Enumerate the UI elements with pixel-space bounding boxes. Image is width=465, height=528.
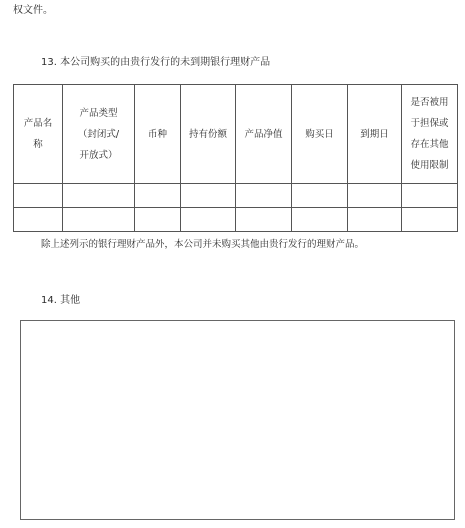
table-cell — [348, 208, 402, 232]
header-cell: 是否被用 于担保或 存在其他 使用限制 — [402, 85, 458, 184]
section-14-title: 14. 其他 — [41, 295, 81, 306]
wealth-products-table — [13, 84, 458, 232]
table-row — [14, 208, 458, 232]
note-text: 除上述列示的银行理财产品外，本公司并未购买其他由贵行发行的理财产品。 — [41, 239, 365, 250]
table-cell — [402, 184, 458, 208]
header-cell: 持有份额 — [181, 85, 236, 184]
table-header-row — [14, 85, 458, 184]
header-cell: 币种 — [135, 85, 181, 184]
table-cell — [181, 208, 236, 232]
table-cell — [236, 184, 292, 208]
table-row — [14, 184, 458, 208]
header-cell: 到期日 — [348, 85, 402, 184]
header-cell: 产品类型 （封闭式/ 开放式） — [63, 85, 135, 184]
table-cell — [181, 184, 236, 208]
table-cell — [348, 184, 402, 208]
table-cell — [292, 208, 348, 232]
header-cell: 购买日 — [292, 85, 348, 184]
other-info-box — [20, 320, 455, 520]
table-cell — [402, 208, 458, 232]
table-cell — [14, 208, 63, 232]
table-cell — [292, 184, 348, 208]
table-cell — [236, 208, 292, 232]
header-cell: 产品净值 — [236, 85, 292, 184]
table-cell — [63, 184, 135, 208]
table-cell — [14, 184, 63, 208]
table-cell — [63, 208, 135, 232]
section-13-title: 13. 本公司购买的由贵行发行的未到期银行理财产品 — [41, 57, 271, 68]
table-cell — [135, 208, 181, 232]
top-text: 权文件。 — [13, 5, 53, 16]
header-cell: 产品名 称 — [14, 85, 63, 184]
table-cell — [135, 184, 181, 208]
